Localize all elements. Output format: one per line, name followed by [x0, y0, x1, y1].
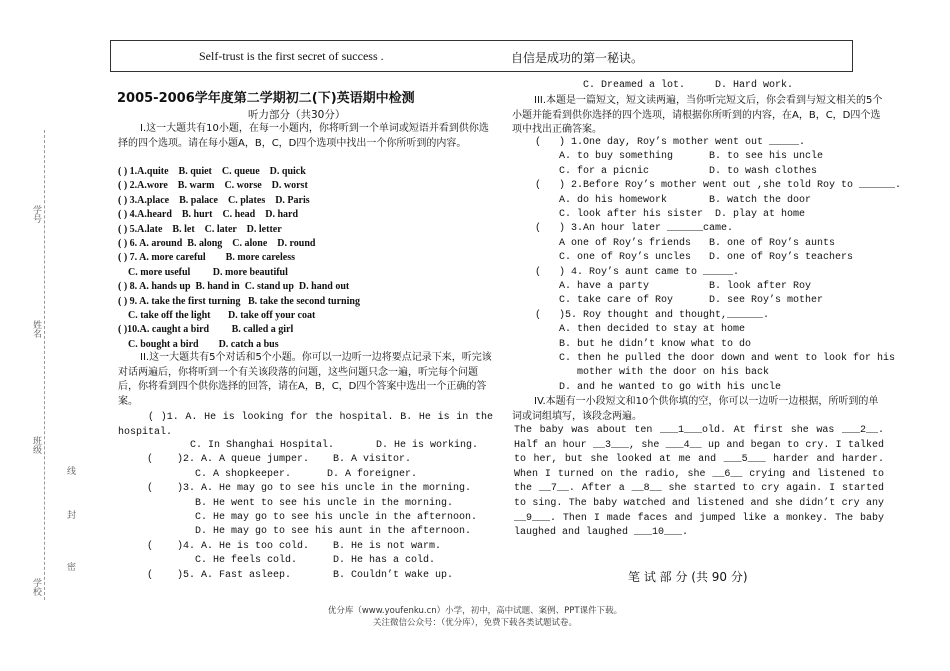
question-line: ( ) 9. A. take the first turning B. take the second turning — [118, 295, 360, 307]
question-line: ( ) 4. Roy’s aunt came to _____. — [535, 266, 740, 278]
question-line: ( )5. Roy thought and thought,______. — [535, 309, 770, 321]
sidebar-student-number: 学号 — [31, 205, 41, 223]
part2-q5-remaining-options: C. Dreamed a lot. D. Hard work. — [583, 80, 794, 91]
question-line: B. He went to see his uncle in the morning. — [147, 497, 454, 509]
sidebar-student-name: 姓名 — [31, 320, 41, 338]
question-line: C. take off the light D. take off your coat — [118, 310, 316, 321]
question-line: ( ) 1.One day, Roy’s mother went out _____. — [535, 137, 806, 148]
part2-question-1: ( )1. A. He is looking for the hospital. B. He is in the hospital. — [118, 412, 493, 438]
question-line: C. more useful D. more beautiful — [118, 266, 288, 278]
question-line: ( )3. A. He may go to see his uncle in the morning. — [147, 483, 472, 495]
question-line: A. have a party B. look after Roy — [535, 281, 812, 292]
part4-passage: The baby was about ten ___1___old. At first she was ___2__. Half an hour __3___, she ___4__ up and began to cry. I talked to her, but she looked at me and ___5___ harder and harder. When I turned on the radio, she __6__ crying and listened to the __7__. After a __8__ she started to cry again. I started to sing. The baby watched and listened and she didn’t cry any __9___. Then I made faces and jumped like a monkey. The baby laughed and laughed ___10___. — [514, 425, 884, 539]
question-line: A one of Roy’s friends B. one of Roy’s aunts — [535, 237, 836, 249]
question-line: ( ) 6. A. around B. along C. alone D. round — [118, 238, 316, 249]
question-line: ( ) 4.A.heard B. hurt C. head D. hard — [118, 209, 299, 221]
question-line: ( )10.A. caught a bird B. called a girl — [118, 324, 294, 336]
footer-line-1: 优分库（www.youfenku.cn）小学，初中，高中试题、案例、PPT课件下载。 — [327, 606, 623, 616]
question-line: ( ) 2.Before Roy’s mother went out ,she told Roy to ______. — [535, 180, 902, 192]
motto-box — [110, 40, 853, 72]
question-line: ( ) 3.A.place B. palace C. plates D. Paris — [118, 194, 310, 206]
question-line: ( ) 1.A.quite B. quiet C. queue D. quick — [118, 166, 306, 177]
question-line: ( ) 2.A.wore B. warm C. worse D. worst — [118, 180, 308, 192]
question-line: A. do his homework B. watch the door — [535, 194, 812, 206]
sidebar-seal-mark: 封 — [65, 510, 75, 519]
motto-english: Self-trust is the first secret of success . — [199, 49, 384, 63]
part2-intro: II.这一大题共有5个对话和5个小题。你可以一边听一边将要点记录下来，听完该对话两遍后，你将听到一个有关该段落的问题，这些问题只念一遍，听完每个问题后，你将看到四个供你选择的回答，请在A，B，C，D四个答案中选出一个正确的答案。 — [118, 352, 492, 407]
question-line: C. look after his sister D. play at home — [535, 209, 806, 220]
question-line: A. to buy something B. to see his uncle — [535, 151, 824, 163]
exam-title: 2005-2006学年度第二学期初二(下)英语期中检测 — [117, 91, 415, 106]
question-line: C. one of Roy’s uncles D. one of Roy’s teachers — [535, 252, 854, 264]
listening-heading: 听力部分（共30分） — [248, 109, 346, 121]
part3-intro: III.本题是一篇短文，短文读两遍，当你听完短文后，你会看到与短文相关的5个小题并能看到供你选择的四个选项，请根据你所听到的内容，在A，B，C，D四个选项中找出正确答案。 — [512, 95, 883, 135]
motto-chinese: 自信是成功的第一秘诀。 — [511, 51, 644, 65]
question-line: C. He feels cold. D. He has a cold. — [147, 555, 436, 567]
sidebar-secret-mark: 密 — [65, 562, 75, 571]
question-line: C. In Shanghai Hospital. D. He is working. — [190, 440, 479, 451]
question-line: C. A shopkeeper. D. A foreigner. — [147, 468, 418, 480]
question-line: ( ) 7. A. more careful B. more careless — [118, 252, 295, 264]
part1-intro: I.这一大题共有10小题，在每一小题内，你将听到一个单词或短语并看到供你选择的四个选项。请在每小题A，B，C，D四个选项中找出一个你所听到的内容。 — [118, 123, 489, 149]
question-line: C. take care of Roy D. see Roy’s mother — [535, 295, 824, 307]
question-line: B. but he didn’t know what to do — [535, 338, 752, 350]
sidebar-class: 班级 — [31, 436, 41, 454]
question-line: ( ) 8. A. hands up B. hand in C. stand up D. hand out — [118, 281, 350, 293]
written-section-heading: 笔 试 部 分 (共 90 分) — [628, 570, 748, 584]
question-line: C. bought a bird D. catch a bus — [118, 338, 279, 350]
question-line: ( ) 5.A.late B. let C. later D. letter — [118, 223, 282, 235]
question-line: ( )2. A. A queue jumper. B. A visitor. — [147, 454, 412, 466]
question-line: mother with the door on his back — [535, 367, 770, 379]
question-line: ( )5. A. Fast asleep. B. Couldn’t wake up. — [147, 569, 454, 581]
question-line: ( )4. A. He is too cold. B. He is not warm. — [147, 540, 442, 552]
footer-line-2: 关注微信公众号：（优分库），免费下载各类试题试卷。 — [372, 618, 577, 628]
question-line: C. He may go to see his uncle in the afternoon. — [147, 512, 478, 523]
binding-dashed-line — [44, 130, 45, 600]
question-line: A. then decided to stay at home — [535, 324, 746, 336]
question-line: D. He may go to see his aunt in the afternoon. — [147, 526, 472, 538]
sidebar-school: 学校 — [31, 578, 41, 596]
question-line: D. and he wanted to go with his uncle — [535, 381, 782, 393]
question-line: ( ) 3.An hour later ______came. — [535, 223, 734, 235]
question-line: C. then he pulled the door down and went to look for his — [535, 353, 896, 364]
sidebar-line-mark: 线 — [65, 466, 75, 475]
question-line: C. for a picnic D. to wash clothes — [535, 165, 818, 177]
part4-intro: IV.本题有一小段短文和10个供你填的空，你可以一边听一边根据，所听到的单词或词组填写，该段念两遍。 — [512, 396, 879, 422]
